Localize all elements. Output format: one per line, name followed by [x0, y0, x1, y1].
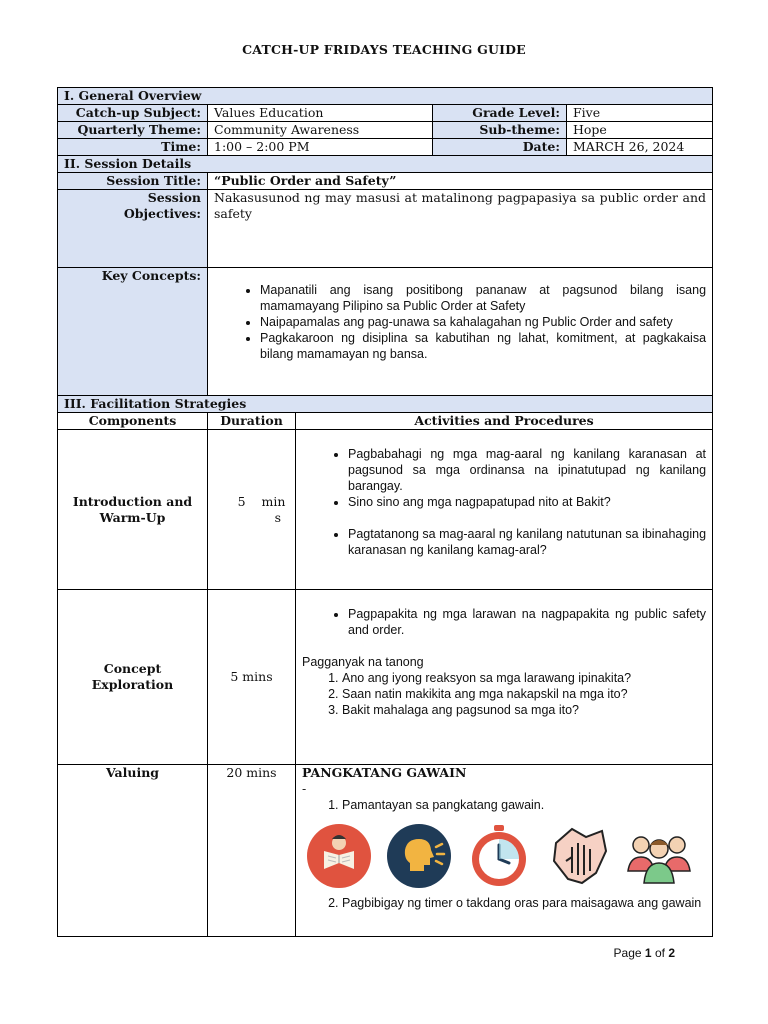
list-item: 3. Bakit mahalaga ang pagsunod sa mga ito? [342, 702, 706, 718]
column-header-components: Components [58, 413, 208, 430]
speaking-head-icon [386, 823, 452, 889]
icon-row [306, 823, 706, 889]
theme-value: Community Awareness [208, 122, 433, 139]
activity-list [302, 606, 706, 638]
strategies-header-row [58, 413, 713, 430]
activity-list [302, 446, 706, 510]
session-title-label: Session Title: [58, 173, 208, 190]
introduction-duration [208, 430, 296, 590]
theme-label: Quarterly Theme: [58, 122, 208, 139]
group-people-icon [626, 823, 692, 889]
key-concepts-cell [208, 268, 713, 396]
concept-row [58, 590, 713, 765]
valuing-activities [296, 765, 713, 937]
list-item: 1. Ano ang iyong reaksyon sa mga larawang ipinakita? [342, 670, 706, 686]
stopwatch-icon [466, 823, 532, 889]
duration-line: s [274, 509, 281, 525]
key-concepts-row [58, 268, 713, 396]
page-current: 1 [644, 946, 652, 960]
page-word: Page [613, 946, 642, 960]
duration-line: 5 min [237, 493, 286, 509]
reading-student-icon [306, 823, 372, 889]
page-number [614, 946, 675, 960]
session-title-value: “Public Order and Safety” [208, 173, 713, 190]
joined-hands-icon [546, 823, 612, 889]
general-overview-row [58, 88, 713, 105]
introduction-row [58, 430, 713, 590]
grade-value: Five [567, 105, 713, 122]
objectives-value: Nakasusunod ng may masusi at matalinong pagpapasiya sa public order and safety [208, 190, 713, 268]
teaching-guide-table [57, 87, 713, 937]
section-heading: III. Facilitation Strategies [58, 396, 713, 413]
section-heading: II. Session Details [58, 156, 713, 173]
of-word: of [654, 946, 665, 960]
valuing-duration: 20 mins [208, 765, 296, 937]
column-header-activities: Activities and Procedures [296, 413, 713, 430]
time-value: 1:00 – 2:00 PM [208, 139, 433, 156]
subject-row [58, 105, 713, 122]
concept-activities [296, 590, 713, 765]
list-item: 1. Pamantayan sa pangkatang gawain. [342, 797, 706, 813]
component-line: Concept [103, 661, 162, 676]
component-line: Exploration [91, 677, 174, 692]
introduction-activities [296, 430, 713, 590]
dash-mark: - [302, 781, 307, 796]
theme-row [58, 122, 713, 139]
subject-label: Catch-up Subject: [58, 105, 208, 122]
activity-list [302, 526, 706, 558]
document-title: CATCH-UP FRIDAYS TEACHING GUIDE [242, 42, 526, 57]
list-item: • Naipapamalas ang pag-unawa sa kahalagahan ng Public Order and safety [260, 314, 706, 330]
valuing-component: Valuing [58, 765, 208, 937]
component-line: Introduction and [72, 493, 193, 509]
section-heading: I. General Overview [58, 88, 713, 105]
concept-duration: 5 mins [208, 590, 296, 765]
list-item: 2. Pagbibigay ng timer o takdang oras para maisagawa ang gawain [342, 895, 706, 911]
concept-component [58, 590, 208, 765]
subject-value: Values Education [208, 105, 433, 122]
objectives-label-line: Session [147, 190, 201, 205]
page-total: 2 [668, 946, 675, 960]
time-label: Time: [58, 139, 208, 156]
strategies-row [58, 396, 713, 413]
column-header-duration: Duration [208, 413, 296, 430]
list-item: • Pagtatanong sa mag-aaral ng kanilang natutunan sa ibinahaging karanasan ng kanilang kamag-aral? [348, 526, 706, 558]
subtheme-value: Hope [567, 122, 713, 139]
key-concepts-list [214, 282, 706, 362]
session-title-row [58, 173, 713, 190]
objectives-label-line: Objectives: [123, 206, 201, 221]
grade-label: Grade Level: [433, 105, 567, 122]
activity-heading: PANGKATANG GAWAIN [302, 765, 467, 780]
introduction-component [58, 430, 208, 590]
list-item: • Sino sino ang mga nagpapatupad nito at Bakit? [348, 494, 706, 510]
question-list [302, 670, 706, 718]
key-concepts-label: Key Concepts: [58, 268, 208, 396]
valuing-row [58, 765, 713, 937]
component-line: Warm-Up [99, 509, 166, 525]
date-value: MARCH 26, 2024 [567, 139, 713, 156]
objectives-label [58, 190, 208, 268]
list-item: • Pagpapakita ng mga larawan na nagpapakita ng public safety and order. [348, 606, 706, 638]
list-item: • Pagbabahagi ng mga mag-aaral ng kanilang karanasan at pagsunod sa mga ordinansa na ipinatutupad ng kanilang barangay. [348, 446, 706, 494]
activity-list [302, 797, 706, 813]
list-item: • Pagkakaroon ng disiplina sa kabutihan ng lahat, komitment, at pagkakaisa bilang mamamayan ng bansa. [260, 330, 706, 362]
objectives-row [58, 190, 713, 268]
session-details-row [58, 156, 713, 173]
activity-list [302, 895, 706, 911]
question-intro: Pagganyak na tanong [302, 655, 424, 669]
subtheme-label: Sub-theme: [433, 122, 567, 139]
list-item: • Mapanatili ang isang positibong pananaw at pagsunod bilang isang mamamayang Pilipino sa Public Order at Safety [260, 282, 706, 314]
time-row [58, 139, 713, 156]
date-label: Date: [433, 139, 567, 156]
list-item: 2. Saan natin makikita ang mga nakapskil na mga ito? [342, 686, 706, 702]
